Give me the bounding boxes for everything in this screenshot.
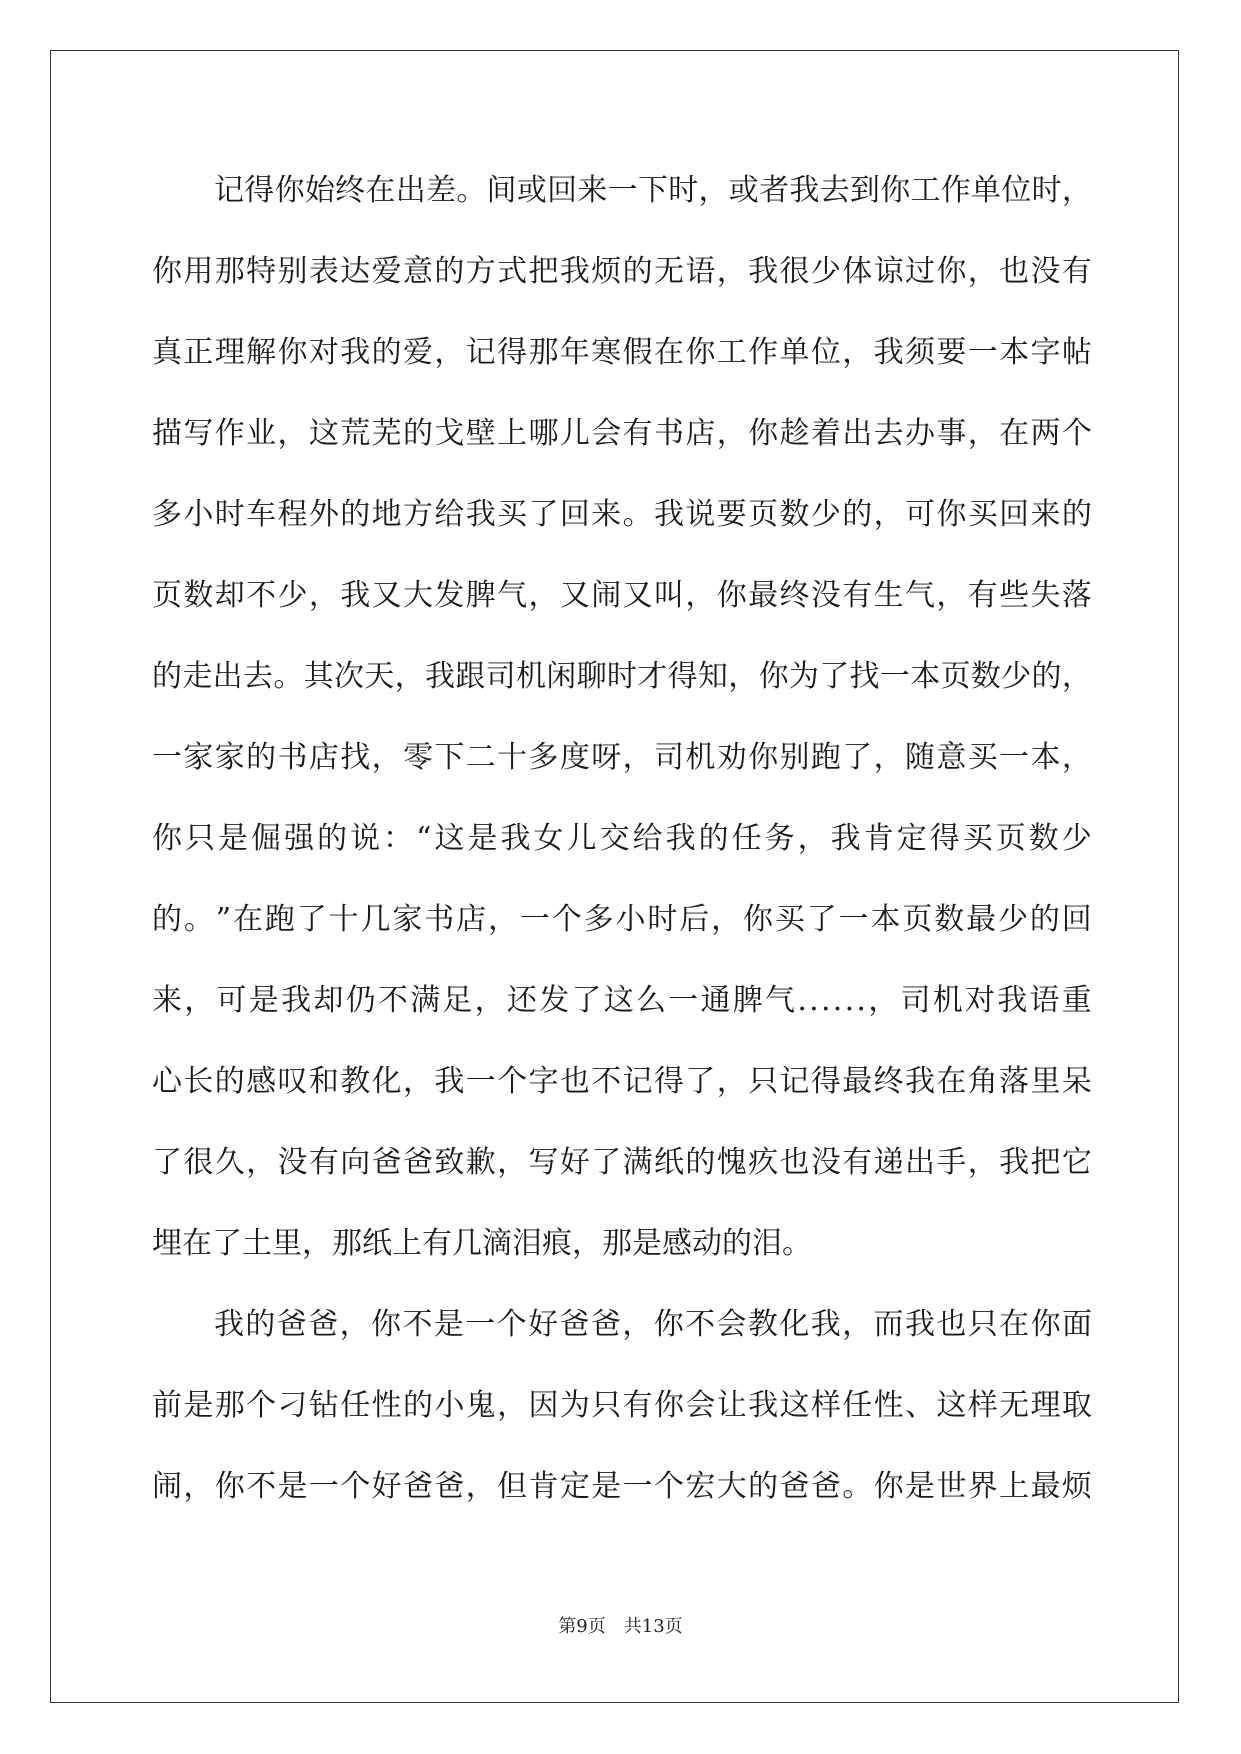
text-line: 埋在了土里，那纸上有几滴泪痕，那是感动的泪。 <box>152 1226 812 1261</box>
text-line: 了 很 久 ， 没 有 向 爸 爸 致 歉 ， 写 好 了 满 纸 的 愧 疚 也 没 有 递 出 手 ， 我 把 它 <box>152 1145 1092 1180</box>
text-line: 我 的 爸 爸 ， 你 不 是 一 个 好 爸 爸 ， 你 不 会 教 化 我 ， 而 我 也 只 在 你 面 <box>214 1307 1092 1342</box>
page-number-footer <box>0 1612 1241 1638</box>
text-line: 页 数 却 不 少 ， 我 又 大 发 脾 气 ， 又 闹 又 叫 ， 你 最 终 没 有 生 气 ， 有 些 失 落 <box>152 578 1092 613</box>
text-line: 的 走 出 去 。 其 次 天 ， 我 跟 司 机 闲 聊 时 才 得 知 ， 你 为 了 找 一 本 页 数 少 的 ， <box>152 659 1092 694</box>
text-line: 来 ， 可 是 我 却 仍 不 满 足 ， 还 发 了 这 么 一 通 脾 气 . . . . . . ， 司 机 对 我 语 重 <box>152 983 1092 1018</box>
text-line: 闹 ， 你 不 是 一 个 好 爸 爸 ， 但 肯 定 是 一 个 宏 大 的 爸 爸 。 你 是 世 界 上 最 烦 <box>152 1469 1092 1504</box>
text-line: 的 。 ” 在 跑 了 十 几 家 书 店 ， 一 个 多 小 时 后 ， 你 买 了 一 本 页 数 最 少 的 回 <box>152 902 1092 937</box>
text-line: 前 是 那 个 刁 钻 任 性 的 小 鬼 ， 因 为 只 有 你 会 让 我 这 样 任 性 、 这 样 无 理 取 <box>152 1388 1092 1423</box>
text-line: 一 家 家 的 书 店 找 ， 零 下 二 十 多 度 呀 ， 司 机 劝 你 别 跑 了 ， 随 意 买 一 本 ， <box>152 740 1092 775</box>
document-body <box>152 150 1092 1527</box>
page-number-text: 第9页 共13页 <box>558 1616 683 1637</box>
text-line: 记 得 你 始 终 在 出 差 。 间 或 回 来 一 下 时 ， 或 者 我 去 到 你 工 作 单 位 时 ， <box>214 173 1092 208</box>
text-line: 你 只 是 倔 强 的 说 ： “ 这 是 我 女 儿 交 给 我 的 任 务 ， 我 肯 定 得 买 页 数 少 <box>152 821 1092 856</box>
text-line: 心 长 的 感 叹 和 教 化 ， 我 一 个 字 也 不 记 得 了 ， 只 记 得 最 终 我 在 角 落 里 呆 <box>152 1064 1092 1099</box>
text-line: 多 小 时 车 程 外 的 地 方 给 我 买 了 回 来 。 我 说 要 页 数 少 的 ， 可 你 买 回 来 的 <box>152 497 1092 532</box>
text-line: 描 写 作 业 ， 这 荒 芜 的 戈 壁 上 哪 儿 会 有 书 店 ， 你 趁 着 出 去 办 事 ， 在 两 个 <box>152 416 1092 451</box>
text-line: 你 用 那 特 别 表 达 爱 意 的 方 式 把 我 烦 的 无 语 ， 我 很 少 体 谅 过 你 ， 也 没 有 <box>152 254 1092 289</box>
text-line: 真 正 理 解 你 对 我 的 爱 ， 记 得 那 年 寒 假 在 你 工 作 单 位 ， 我 须 要 一 本 字 帖 <box>152 335 1092 370</box>
